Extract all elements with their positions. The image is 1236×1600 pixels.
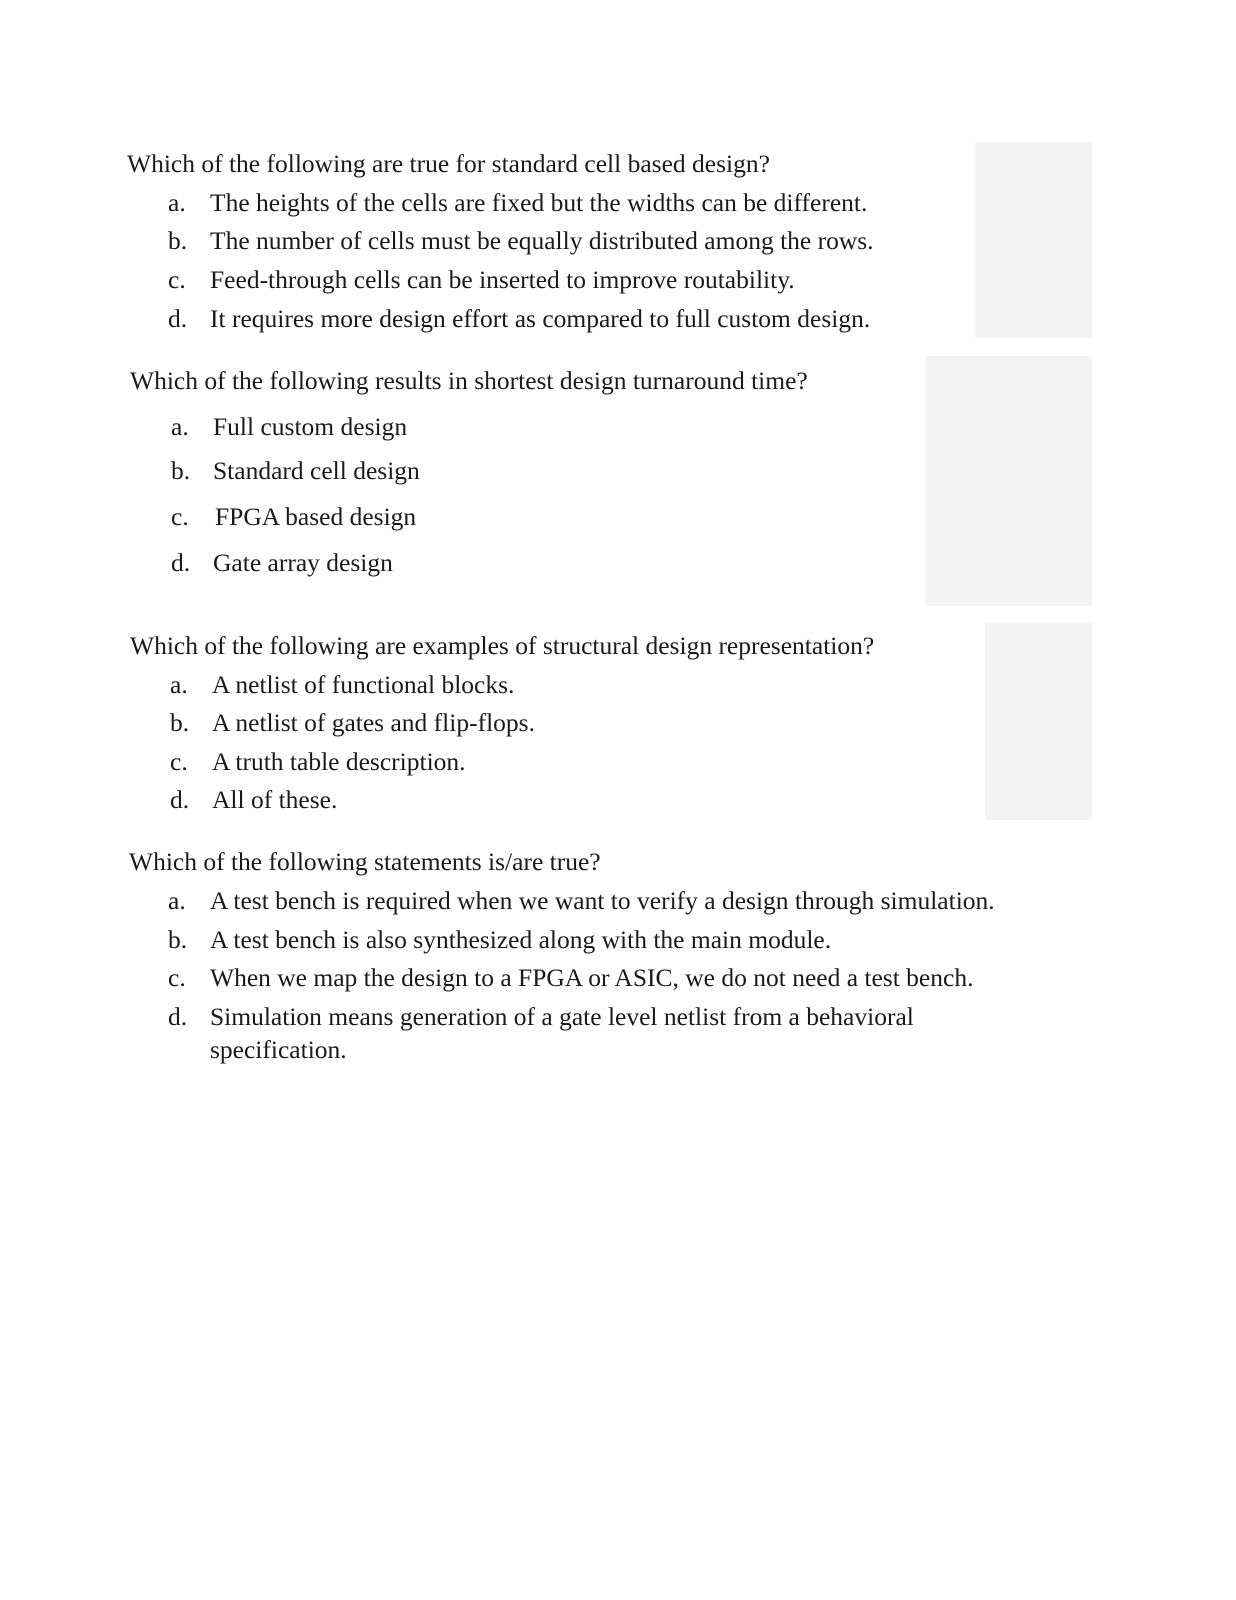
option-letter: a. [170, 670, 188, 699]
option-letter: c. [171, 502, 189, 531]
option-letter: a. [171, 412, 189, 441]
option-letter: b. [170, 708, 190, 737]
option-text: A test bench is also synthesized along with the main module. [210, 925, 832, 954]
option-letter: c. [168, 963, 186, 992]
question-text: Which of the following results in shortest design turnaround time? [130, 366, 808, 395]
question-block-1 [120, 142, 1092, 338]
option-letter: c. [168, 265, 186, 294]
option-letter: b. [168, 925, 188, 954]
option-text: FPGA based design [215, 502, 417, 531]
option-text: When we map the design to a FPGA or ASIC, we do not need a test bench. [210, 963, 974, 992]
option-text: It requires more design effort as compared to full custom design. [210, 304, 871, 333]
option-d[interactable] [120, 1002, 1090, 1066]
option-text: Feed-through cells can be inserted to improve routability. [210, 265, 795, 294]
question-content [120, 623, 985, 820]
option-text: The heights of the cells are fixed but the widths can be different. [210, 188, 868, 217]
question-content [120, 142, 975, 338]
option-text: A netlist of gates and flip-flops. [212, 708, 535, 737]
question-block-4 [120, 838, 1092, 1072]
option-letter: d. [171, 548, 191, 577]
option-letter: c. [170, 747, 188, 776]
option-text: A truth table description. [212, 747, 466, 776]
option-letter: d. [170, 785, 190, 814]
question-content [120, 356, 925, 606]
option-text: A test bench is required when we want to verify a design through simulation. [210, 886, 995, 915]
option-text: Simulation means generation of a gate level netlist from a behavioral [210, 1002, 914, 1031]
question-block-3 [120, 623, 1092, 820]
question-text: Which of the following are true for standard cell based design? [127, 149, 770, 178]
option-letter: d. [168, 1002, 188, 1031]
option-text-continuation: specification. [210, 1035, 347, 1064]
question-text: Which of the following are examples of structural design representation? [130, 631, 875, 660]
option-letter: a. [168, 188, 186, 217]
option-letter: b. [168, 226, 188, 255]
question-content [120, 838, 1092, 1072]
option-text: Standard cell design [213, 456, 420, 485]
option-text: A netlist of functional blocks. [212, 670, 515, 699]
question-block-2 [120, 356, 1092, 606]
option-text: The number of cells must be equally distributed among the rows. [210, 226, 874, 255]
option-letter: a. [168, 886, 186, 915]
option-text: Gate array design [213, 548, 393, 577]
option-text: Full custom design [213, 412, 408, 441]
option-text: All of these. [212, 785, 338, 814]
option-letter: d. [168, 304, 188, 333]
question-text: Which of the following statements is/are true? [129, 847, 601, 876]
option-letter: b. [171, 456, 191, 485]
